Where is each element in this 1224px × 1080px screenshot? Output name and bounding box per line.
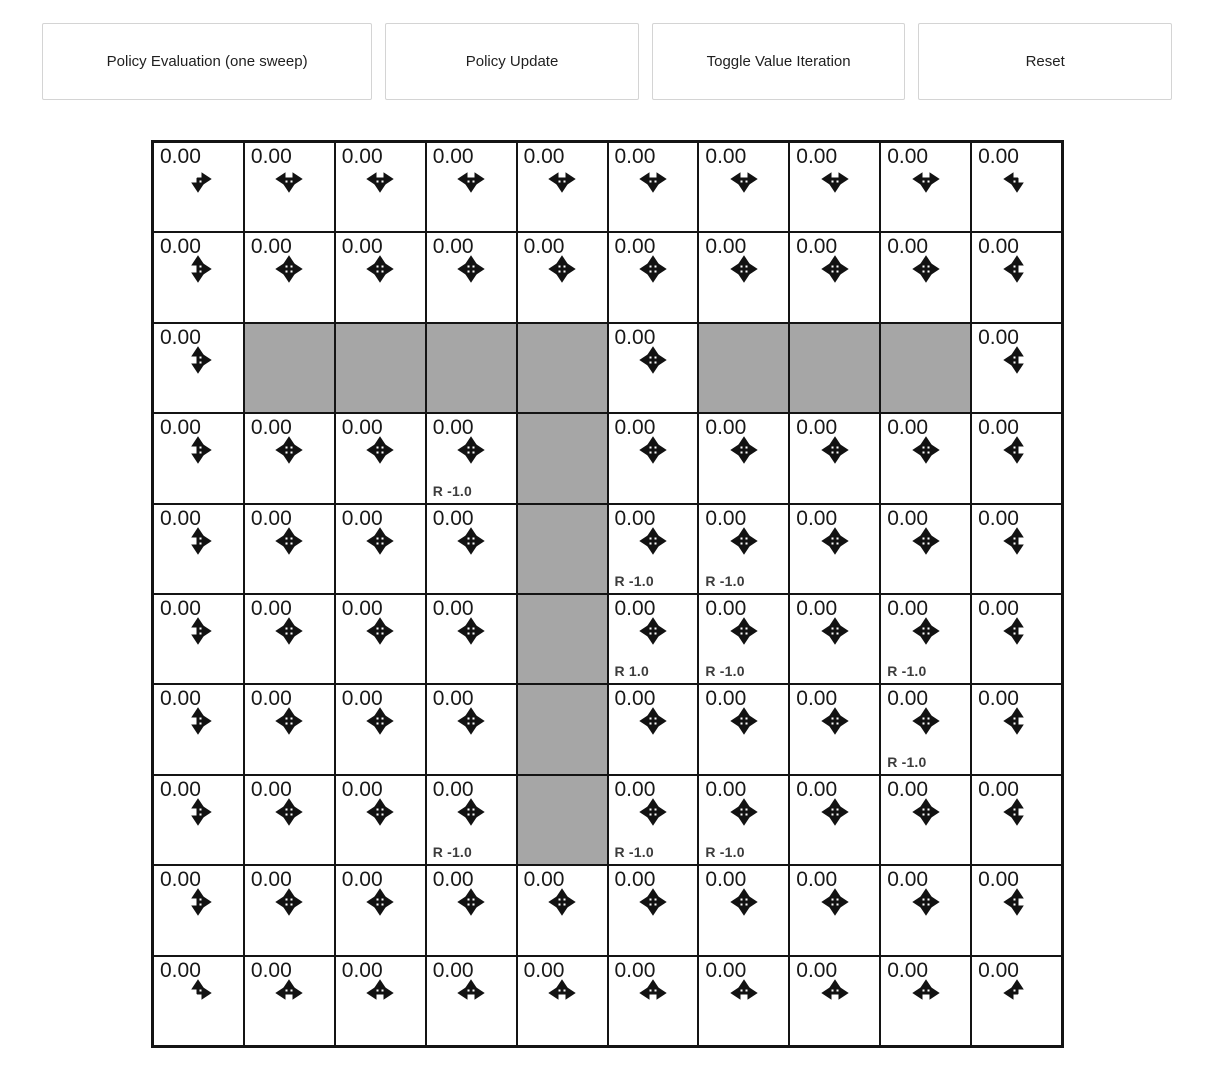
policy-arrows-icon — [729, 887, 759, 917]
toggle-value-iteration-button[interactable]: Toggle Value Iteration — [652, 23, 906, 100]
policy-arrows-icon — [638, 164, 668, 194]
grid-cell[interactable] — [517, 142, 608, 232]
reset-button[interactable]: Reset — [918, 23, 1172, 100]
policy-arrows-icon — [456, 616, 486, 646]
cell-value: 0.00 — [160, 506, 201, 530]
policy-arrows-icon — [456, 978, 486, 1008]
policy-arrows-icon — [729, 164, 759, 194]
grid-cell[interactable] — [426, 232, 517, 322]
policy-arrows-icon — [1002, 164, 1032, 194]
policy-arrows-icon — [638, 706, 668, 736]
grid-cell[interactable] — [608, 865, 699, 955]
reward-label: R -1.0 — [432, 482, 473, 499]
cell-value: 0.00 — [432, 868, 474, 892]
grid-cell[interactable] — [153, 956, 244, 1046]
policy-arrows-icon — [274, 978, 304, 1008]
policy-arrows-icon — [729, 526, 759, 556]
cell-value: 0.00 — [614, 687, 656, 711]
policy-arrows-icon — [274, 526, 304, 556]
grid-cell[interactable] — [153, 504, 244, 594]
policy-arrows-icon — [456, 254, 486, 284]
grid-cell[interactable] — [971, 142, 1062, 232]
cell-value: 0.00 — [978, 235, 1019, 259]
cell-value: 0.00 — [614, 777, 656, 801]
policy-arrows-icon — [638, 978, 668, 1008]
cell-value: 0.00 — [341, 868, 383, 892]
grid-container — [151, 140, 1224, 1048]
policy-arrows-icon — [911, 616, 941, 646]
cell-value: 0.00 — [250, 687, 292, 711]
reward-label: R 1.0 — [614, 663, 649, 680]
policy-arrows-icon — [183, 345, 213, 375]
grid-cell[interactable] — [335, 865, 426, 955]
cell-value: 0.00 — [341, 416, 383, 440]
grid-cell[interactable] — [244, 594, 335, 684]
cell-value: 0.00 — [705, 506, 747, 530]
cell-value: 0.00 — [796, 777, 838, 801]
policy-arrows-icon — [547, 887, 577, 917]
reward-label: R -1.0 — [705, 663, 745, 680]
grid-cell[interactable] — [244, 413, 335, 503]
cell-value: 0.00 — [614, 506, 656, 530]
wall-cell — [517, 594, 608, 684]
policy-arrows-icon — [820, 164, 850, 194]
cell-value: 0.00 — [523, 235, 565, 259]
grid-cell[interactable] — [971, 865, 1062, 955]
cell-value: 0.00 — [432, 235, 474, 259]
cell-value: 0.00 — [160, 235, 201, 259]
grid-cell[interactable] — [517, 956, 608, 1046]
grid-cell[interactable] — [426, 504, 517, 594]
policy-arrows-icon — [1002, 797, 1032, 827]
policy-arrows-icon — [638, 526, 668, 556]
wall-cell — [789, 323, 880, 413]
cell-value: 0.00 — [705, 958, 747, 982]
policy-arrows-icon — [638, 797, 668, 827]
wall-cell — [517, 504, 608, 594]
wall-cell — [880, 323, 971, 413]
policy-arrows-icon — [183, 887, 213, 917]
grid-cell[interactable] — [698, 594, 789, 684]
policy-arrows-icon — [1002, 435, 1032, 465]
grid-cell[interactable] — [880, 504, 971, 594]
grid-cell[interactable] — [789, 865, 880, 955]
cell-value: 0.00 — [250, 506, 292, 530]
grid-cell[interactable] — [153, 775, 244, 865]
policy-arrows-icon — [729, 706, 759, 736]
policy-arrows-icon — [274, 254, 304, 284]
cell-value: 0.00 — [432, 145, 474, 168]
cell-value: 0.00 — [796, 145, 838, 168]
grid-cell[interactable] — [426, 956, 517, 1046]
policy-arrows-icon — [1002, 706, 1032, 736]
cell-value: 0.00 — [341, 597, 383, 620]
grid-cell[interactable] — [971, 413, 1062, 503]
policy-update-button[interactable]: Policy Update — [385, 23, 639, 100]
policy-arrows-icon — [365, 706, 395, 736]
policy-arrows-icon — [365, 978, 395, 1008]
grid-cell[interactable] — [153, 232, 244, 322]
policy-arrows-icon — [365, 616, 395, 646]
cell-value: 0.00 — [523, 868, 565, 892]
policy-arrows-icon — [1002, 887, 1032, 917]
cell-value: 0.00 — [432, 416, 474, 440]
cell-value: 0.00 — [614, 958, 656, 982]
cell-value: 0.00 — [796, 868, 838, 892]
cell-value: 0.00 — [796, 235, 838, 259]
policy-arrows-icon — [183, 435, 213, 465]
policy-arrows-icon — [1002, 978, 1032, 1008]
grid-cell[interactable] — [608, 775, 699, 865]
grid-cell[interactable] — [698, 775, 789, 865]
grid-cell[interactable] — [971, 594, 1062, 684]
cell-value: 0.00 — [887, 687, 929, 711]
gridworld-grid — [151, 140, 1064, 1048]
grid-cell[interactable] — [698, 865, 789, 955]
grid-cell[interactable] — [244, 956, 335, 1046]
cell-value: 0.00 — [705, 868, 747, 892]
policy-arrows-icon — [1002, 254, 1032, 284]
grid-cell[interactable] — [335, 232, 426, 322]
policy-arrows-icon — [911, 887, 941, 917]
grid-cell[interactable] — [971, 504, 1062, 594]
wall-cell — [517, 323, 608, 413]
policy-arrows-icon — [456, 887, 486, 917]
cell-value: 0.00 — [796, 506, 838, 530]
policy-arrows-icon — [638, 887, 668, 917]
cell-value: 0.00 — [887, 145, 929, 168]
policy-arrows-icon — [274, 887, 304, 917]
grid-cell[interactable] — [244, 232, 335, 322]
grid-cell[interactable] — [789, 684, 880, 774]
cell-value: 0.00 — [432, 958, 474, 982]
grid-cell[interactable] — [880, 956, 971, 1046]
cell-value: 0.00 — [250, 777, 292, 801]
cell-value: 0.00 — [614, 868, 656, 892]
grid-cell[interactable] — [698, 956, 789, 1046]
grid-cell[interactable] — [608, 413, 699, 503]
policy-arrows-icon — [638, 435, 668, 465]
policy-arrows-icon — [911, 254, 941, 284]
cell-value: 0.00 — [978, 868, 1019, 892]
cell-value: 0.00 — [160, 416, 201, 440]
policy-arrows-icon — [274, 435, 304, 465]
grid-cell[interactable] — [244, 504, 335, 594]
cell-value: 0.00 — [250, 958, 292, 982]
grid-cell[interactable] — [608, 684, 699, 774]
cell-value: 0.00 — [250, 416, 292, 440]
grid-cell[interactable] — [426, 594, 517, 684]
cell-value: 0.00 — [341, 506, 383, 530]
policy-arrows-icon — [456, 164, 486, 194]
reward-label: R -1.0 — [614, 844, 654, 861]
wall-cell — [698, 323, 789, 413]
grid-cell[interactable] — [153, 323, 244, 413]
wall-cell — [426, 323, 517, 413]
grid-cell[interactable] — [971, 775, 1062, 865]
grid-cell[interactable] — [244, 775, 335, 865]
policy-arrows-icon — [274, 797, 304, 827]
cell-value: 0.00 — [978, 325, 1019, 349]
policy-evaluation-button[interactable]: Policy Evaluation (one sweep) — [42, 23, 372, 100]
cell-value: 0.00 — [160, 597, 201, 620]
policy-arrows-icon — [456, 526, 486, 556]
grid-cell[interactable] — [426, 413, 517, 503]
policy-arrows-icon — [911, 526, 941, 556]
grid-cell[interactable] — [880, 775, 971, 865]
reward-label: R -1.0 — [887, 753, 927, 770]
grid-cell[interactable] — [426, 142, 517, 232]
policy-arrows-icon — [183, 254, 213, 284]
policy-arrows-icon — [183, 706, 213, 736]
grid-cell[interactable] — [153, 684, 244, 774]
cell-value: 0.00 — [432, 777, 474, 801]
grid-cell[interactable] — [698, 684, 789, 774]
cell-value: 0.00 — [341, 687, 383, 711]
cell-value: 0.00 — [614, 597, 656, 620]
grid-cell[interactable] — [971, 232, 1062, 322]
wall-cell — [335, 323, 426, 413]
grid-cell[interactable] — [153, 865, 244, 955]
cell-value: 0.00 — [796, 958, 838, 982]
policy-arrows-icon — [729, 616, 759, 646]
grid-cell[interactable] — [698, 413, 789, 503]
cell-value: 0.00 — [978, 416, 1019, 440]
cell-value: 0.00 — [160, 958, 201, 982]
policy-arrows-icon — [911, 978, 941, 1008]
cell-value: 0.00 — [887, 597, 929, 620]
policy-arrows-icon — [183, 616, 213, 646]
cell-value: 0.00 — [887, 958, 929, 982]
policy-arrows-icon — [547, 164, 577, 194]
grid-cell[interactable] — [335, 594, 426, 684]
cell-value: 0.00 — [796, 597, 838, 620]
reward-label: R -1.0 — [887, 663, 927, 680]
policy-arrows-icon — [365, 797, 395, 827]
policy-arrows-icon — [1002, 526, 1032, 556]
grid-cell[interactable] — [789, 504, 880, 594]
grid-cell[interactable] — [698, 142, 789, 232]
policy-arrows-icon — [729, 435, 759, 465]
grid-cell[interactable] — [335, 684, 426, 774]
cell-value: 0.00 — [705, 235, 747, 259]
grid-cell[interactable] — [789, 232, 880, 322]
grid-cell[interactable] — [153, 413, 244, 503]
grid-cell[interactable] — [608, 504, 699, 594]
cell-value: 0.00 — [160, 145, 201, 168]
grid-cell[interactable] — [244, 142, 335, 232]
grid-cell[interactable] — [698, 504, 789, 594]
cell-value: 0.00 — [887, 868, 929, 892]
grid-cell[interactable] — [608, 956, 699, 1046]
cell-value: 0.00 — [796, 687, 838, 711]
cell-value: 0.00 — [250, 235, 292, 259]
grid-cell[interactable] — [789, 594, 880, 684]
grid-cell[interactable] — [335, 956, 426, 1046]
policy-arrows-icon — [820, 435, 850, 465]
cell-value: 0.00 — [978, 506, 1019, 530]
grid-cell[interactable] — [608, 323, 699, 413]
cell-value: 0.00 — [523, 958, 565, 982]
grid-cell[interactable] — [880, 142, 971, 232]
policy-arrows-icon — [820, 254, 850, 284]
grid-cell[interactable] — [426, 684, 517, 774]
policy-arrows-icon — [365, 254, 395, 284]
cell-value: 0.00 — [341, 777, 383, 801]
policy-arrows-icon — [638, 345, 668, 375]
policy-arrows-icon — [820, 706, 850, 736]
grid-cell[interactable] — [153, 142, 244, 232]
policy-arrows-icon — [365, 164, 395, 194]
policy-arrows-icon — [183, 978, 213, 1008]
policy-arrows-icon — [820, 797, 850, 827]
cell-value: 0.00 — [705, 145, 747, 168]
grid-cell[interactable] — [880, 865, 971, 955]
cell-value: 0.00 — [887, 777, 929, 801]
grid-cell[interactable] — [789, 956, 880, 1046]
cell-value: 0.00 — [887, 235, 929, 259]
grid-cell[interactable] — [335, 504, 426, 594]
grid-cell[interactable] — [698, 232, 789, 322]
cell-value: 0.00 — [887, 416, 929, 440]
reward-label: R -1.0 — [705, 844, 745, 861]
policy-arrows-icon — [274, 164, 304, 194]
cell-value: 0.00 — [614, 235, 656, 259]
cell-value: 0.00 — [705, 597, 747, 620]
cell-value: 0.00 — [705, 416, 747, 440]
policy-arrows-icon — [547, 254, 577, 284]
policy-arrows-icon — [638, 616, 668, 646]
cell-value: 0.00 — [978, 777, 1019, 801]
grid-cell[interactable] — [244, 684, 335, 774]
cell-value: 0.00 — [614, 416, 656, 440]
cell-value: 0.00 — [432, 506, 474, 530]
grid-cell[interactable] — [335, 775, 426, 865]
toolbar — [0, 0, 1224, 100]
cell-value: 0.00 — [978, 958, 1019, 982]
grid-cell[interactable] — [517, 232, 608, 322]
cell-value: 0.00 — [432, 687, 474, 711]
grid-cell[interactable] — [880, 413, 971, 503]
policy-arrows-icon — [911, 797, 941, 827]
policy-arrows-icon — [729, 978, 759, 1008]
cell-value: 0.00 — [705, 777, 747, 801]
grid-cell[interactable] — [789, 413, 880, 503]
policy-arrows-icon — [820, 526, 850, 556]
policy-arrows-icon — [183, 797, 213, 827]
policy-arrows-icon — [183, 164, 213, 194]
policy-arrows-icon — [1002, 616, 1032, 646]
policy-arrows-icon — [729, 254, 759, 284]
grid-cell[interactable] — [880, 594, 971, 684]
grid-cell[interactable] — [608, 142, 699, 232]
grid-cell[interactable] — [880, 684, 971, 774]
reward-label: R -1.0 — [432, 844, 473, 861]
policy-arrows-icon — [547, 978, 577, 1008]
cell-value: 0.00 — [978, 687, 1019, 711]
cell-value: 0.00 — [250, 145, 292, 168]
wall-cell — [517, 684, 608, 774]
grid-cell[interactable] — [335, 142, 426, 232]
grid-cell[interactable] — [971, 323, 1062, 413]
grid-cell[interactable] — [426, 865, 517, 955]
cell-value: 0.00 — [796, 416, 838, 440]
cell-value: 0.00 — [614, 145, 656, 168]
cell-value: 0.00 — [341, 235, 383, 259]
cell-value: 0.00 — [887, 506, 929, 530]
cell-value: 0.00 — [250, 597, 292, 620]
policy-arrows-icon — [183, 526, 213, 556]
policy-arrows-icon — [820, 887, 850, 917]
grid-cell[interactable] — [335, 413, 426, 503]
wall-cell — [517, 775, 608, 865]
grid-cell[interactable] — [517, 865, 608, 955]
grid-cell[interactable] — [971, 684, 1062, 774]
reward-label: R -1.0 — [614, 573, 654, 589]
reward-label: R -1.0 — [705, 573, 745, 589]
grid-cell[interactable] — [244, 865, 335, 955]
cell-value: 0.00 — [160, 868, 201, 892]
policy-arrows-icon — [456, 797, 486, 827]
grid-cell[interactable] — [789, 142, 880, 232]
policy-arrows-icon — [456, 435, 486, 465]
policy-arrows-icon — [911, 164, 941, 194]
policy-arrows-icon — [1002, 345, 1032, 375]
policy-arrows-icon — [365, 435, 395, 465]
policy-arrows-icon — [820, 978, 850, 1008]
cell-value: 0.00 — [160, 687, 201, 711]
cell-value: 0.00 — [250, 868, 292, 892]
policy-arrows-icon — [365, 526, 395, 556]
cell-value: 0.00 — [432, 597, 474, 620]
wall-cell — [517, 413, 608, 503]
grid-cell[interactable] — [971, 956, 1062, 1046]
cell-value: 0.00 — [978, 145, 1019, 168]
policy-arrows-icon — [729, 797, 759, 827]
cell-value: 0.00 — [341, 145, 383, 168]
policy-arrows-icon — [638, 254, 668, 284]
cell-value: 0.00 — [614, 325, 656, 349]
cell-value: 0.00 — [705, 687, 747, 711]
grid-cell[interactable] — [608, 594, 699, 684]
cell-value: 0.00 — [160, 777, 201, 801]
wall-cell — [244, 323, 335, 413]
grid-cell[interactable] — [153, 594, 244, 684]
policy-arrows-icon — [820, 616, 850, 646]
cell-value: 0.00 — [160, 325, 201, 349]
grid-cell[interactable] — [426, 775, 517, 865]
policy-arrows-icon — [274, 706, 304, 736]
grid-cell[interactable] — [880, 232, 971, 322]
cell-value: 0.00 — [523, 145, 565, 168]
cell-value: 0.00 — [978, 597, 1019, 620]
policy-arrows-icon — [365, 887, 395, 917]
policy-arrows-icon — [274, 616, 304, 646]
grid-cell[interactable] — [608, 232, 699, 322]
cell-value: 0.00 — [341, 958, 383, 982]
grid-cell[interactable] — [789, 775, 880, 865]
policy-arrows-icon — [456, 706, 486, 736]
policy-arrows-icon — [911, 435, 941, 465]
policy-arrows-icon — [911, 706, 941, 736]
